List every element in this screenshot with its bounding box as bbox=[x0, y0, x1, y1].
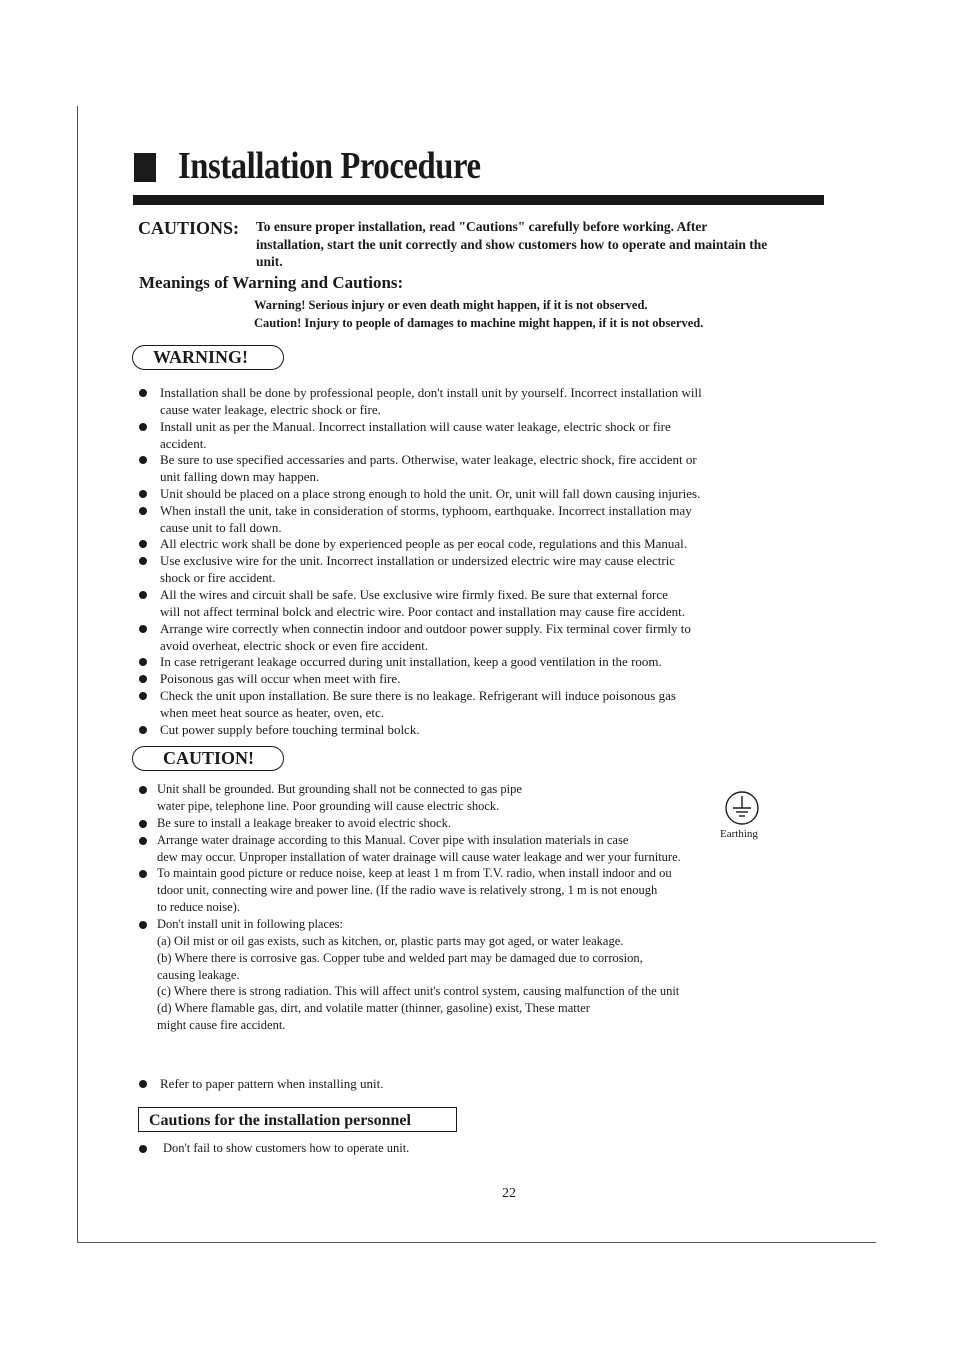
caution-item bbox=[139, 815, 759, 832]
caution-heading bbox=[132, 746, 284, 771]
caution-item bbox=[139, 916, 759, 933]
bottom-margin-line bbox=[77, 1242, 876, 1243]
title-underline-bar bbox=[133, 195, 824, 205]
caution-item-text: Arrange water drainage according to this Manual. Cover pipe with insulation materials in case dew may occur. Unproper installation of water drainage will cause water leakage and wer your furniture. bbox=[157, 833, 681, 864]
meaning-warning-line: Warning! Serious injury or even death might happen, if it is not observed. bbox=[254, 298, 648, 312]
warning-heading-label: WARNING! bbox=[153, 347, 249, 367]
warning-item-text: All electric work shall be done by experienced people as per eocal code, regulations and this Manual. bbox=[160, 536, 688, 551]
bullet-icon bbox=[139, 507, 147, 515]
bullet-icon bbox=[139, 726, 147, 734]
bullet-icon bbox=[139, 1080, 147, 1088]
bullet-icon bbox=[139, 837, 147, 845]
caution-subitem: (d) Where flamable gas, dirt, and volatile matter (thinner, gasoline) exist, These matter might cause fire accident. bbox=[157, 1001, 590, 1032]
warning-item bbox=[139, 451, 779, 485]
warning-item-text: Cut power supply before touching terminal bolck. bbox=[160, 722, 420, 737]
warning-item-text: Installation shall be done by professional people, don't install unit by yourself. Incorrect installation will cause water leakage, electric shock or fire. bbox=[160, 385, 702, 417]
warning-item bbox=[139, 502, 779, 536]
cautions-label: CAUTIONS: bbox=[138, 218, 240, 238]
warning-item bbox=[139, 535, 779, 552]
bullet-icon bbox=[139, 658, 147, 666]
warning-item-text: Use exclusive wire for the unit. Incorrect installation or undersized electric wire may cause electric shock or fire accident. bbox=[160, 553, 676, 585]
bullet-icon bbox=[139, 1145, 147, 1153]
caution-item-text: To maintain good picture or reduce noise, keep at least 1 m from T.V. radio, when install indoor and ou tdoor unit, connecting wire and power line. (If the radio wave is relatively strong, 1 m is not enough to reduce noise). bbox=[157, 866, 672, 914]
bullet-icon bbox=[139, 423, 147, 431]
title-square-marker bbox=[134, 153, 156, 182]
caution-subitem: (b) Where there is corrosive gas. Copper tube and welded part may be damaged due to corrosion, causing leakage. bbox=[157, 951, 643, 982]
bullet-icon bbox=[139, 820, 147, 828]
caution-subitem: (c) Where there is strong radiation. This will affect unit's control system, causing malfunction of the unit bbox=[157, 984, 680, 998]
warning-item bbox=[139, 721, 779, 738]
warning-item bbox=[139, 485, 779, 502]
warning-item bbox=[139, 552, 779, 586]
warning-item bbox=[139, 687, 779, 721]
bullet-icon bbox=[139, 591, 147, 599]
warning-item-text: Poisonous gas will occur when meet with fire. bbox=[160, 671, 401, 686]
refer-item-text: Refer to paper pattern when installing unit. bbox=[160, 1076, 384, 1091]
caution-subitem: (a) Oil mist or oil gas exists, such as kitchen, or, plastic parts may got aged, or water leakage. bbox=[157, 934, 624, 948]
warning-item bbox=[139, 653, 779, 670]
caution-item bbox=[139, 781, 759, 815]
warning-item-text: Install unit as per the Manual. Incorrect installation will cause water leakage, electric shock or fire accident. bbox=[160, 419, 671, 451]
warning-item bbox=[139, 586, 779, 620]
earthing-icon bbox=[724, 790, 760, 826]
warning-item bbox=[139, 670, 779, 687]
page-title: Installation Procedure bbox=[178, 145, 481, 187]
bullet-icon bbox=[139, 921, 147, 929]
caution-heading-label: CAUTION! bbox=[163, 748, 255, 768]
warning-item bbox=[139, 418, 779, 452]
warning-item-text: In case retrigerant leakage occurred during unit installation, keep a good ventilation in the room. bbox=[160, 654, 662, 669]
caution-item bbox=[139, 865, 759, 916]
meanings-title: Meanings of Warning and Cautions: bbox=[139, 273, 404, 292]
bullet-icon bbox=[139, 786, 147, 794]
caution-item-text: Unit shall be grounded. But grounding shall not be connected to gas pipe water pipe, telephone line. Poor grounding will cause electric shock. bbox=[157, 782, 522, 813]
personnel-section-title: Cautions for the installation personnel bbox=[138, 1107, 457, 1132]
meaning-caution-line: Caution! Injury to people of damages to machine might happen, if it is not observed. bbox=[254, 316, 704, 330]
bullet-icon bbox=[139, 692, 147, 700]
left-margin-line bbox=[77, 106, 78, 1243]
warning-item-text: Be sure to use specified accessaries and parts. Otherwise, water leakage, electric shock, fire accident or unit falling down may happen. bbox=[160, 452, 697, 484]
bullet-icon bbox=[139, 625, 147, 633]
caution-item-text: Don't install unit in following places: bbox=[157, 917, 343, 931]
bullet-icon bbox=[139, 557, 147, 565]
warning-item-text: All the wires and circuit shall be safe. Use exclusive wire firmly fixed. Be sure that external force will not affect terminal bolck and electric wire. Poor contact and installation may cause fire accident. bbox=[160, 587, 685, 619]
cautions-text: To ensure proper installation, read "Cautions" carefully before working. After installation, start the unit correctly and show customers how to operate and maintain the unit. bbox=[256, 219, 768, 269]
warning-item bbox=[139, 620, 779, 654]
warning-item bbox=[139, 384, 779, 418]
bullet-icon bbox=[139, 456, 147, 464]
caution-item-text: Be sure to install a leakage breaker to avoid electric shock. bbox=[157, 816, 451, 830]
bullet-icon bbox=[139, 675, 147, 683]
warning-item-text: Unit should be placed on a place strong enough to hold the unit. Or, unit will fall down causing injuries. bbox=[160, 486, 701, 501]
warning-item-text: Check the unit upon installation. Be sure there is no leakage. Refrigerant will induce poisonous gas when meet heat source as heater, oven, etc. bbox=[160, 688, 676, 720]
earthing-label: Earthing bbox=[720, 828, 758, 840]
bullet-icon bbox=[139, 389, 147, 397]
personnel-item bbox=[139, 1140, 759, 1157]
personnel-item-text: Don't fail to show customers how to operate unit. bbox=[163, 1141, 410, 1155]
bullet-icon bbox=[139, 870, 147, 878]
warning-item-text: When install the unit, take in consideration of storms, typhoom, earthquake. Incorrect installation may cause unit to fall down. bbox=[160, 503, 692, 535]
bullet-icon bbox=[139, 490, 147, 498]
bullet-icon bbox=[139, 540, 147, 548]
refer-item bbox=[139, 1075, 779, 1092]
warning-heading bbox=[132, 345, 284, 370]
page-number: 22 bbox=[502, 1186, 516, 1201]
caution-item bbox=[139, 832, 759, 866]
warning-item-text: Arrange wire correctly when connectin indoor and outdoor power supply. Fix terminal cover firmly to avoid overheat, electric shock or even fire accident. bbox=[160, 621, 691, 653]
